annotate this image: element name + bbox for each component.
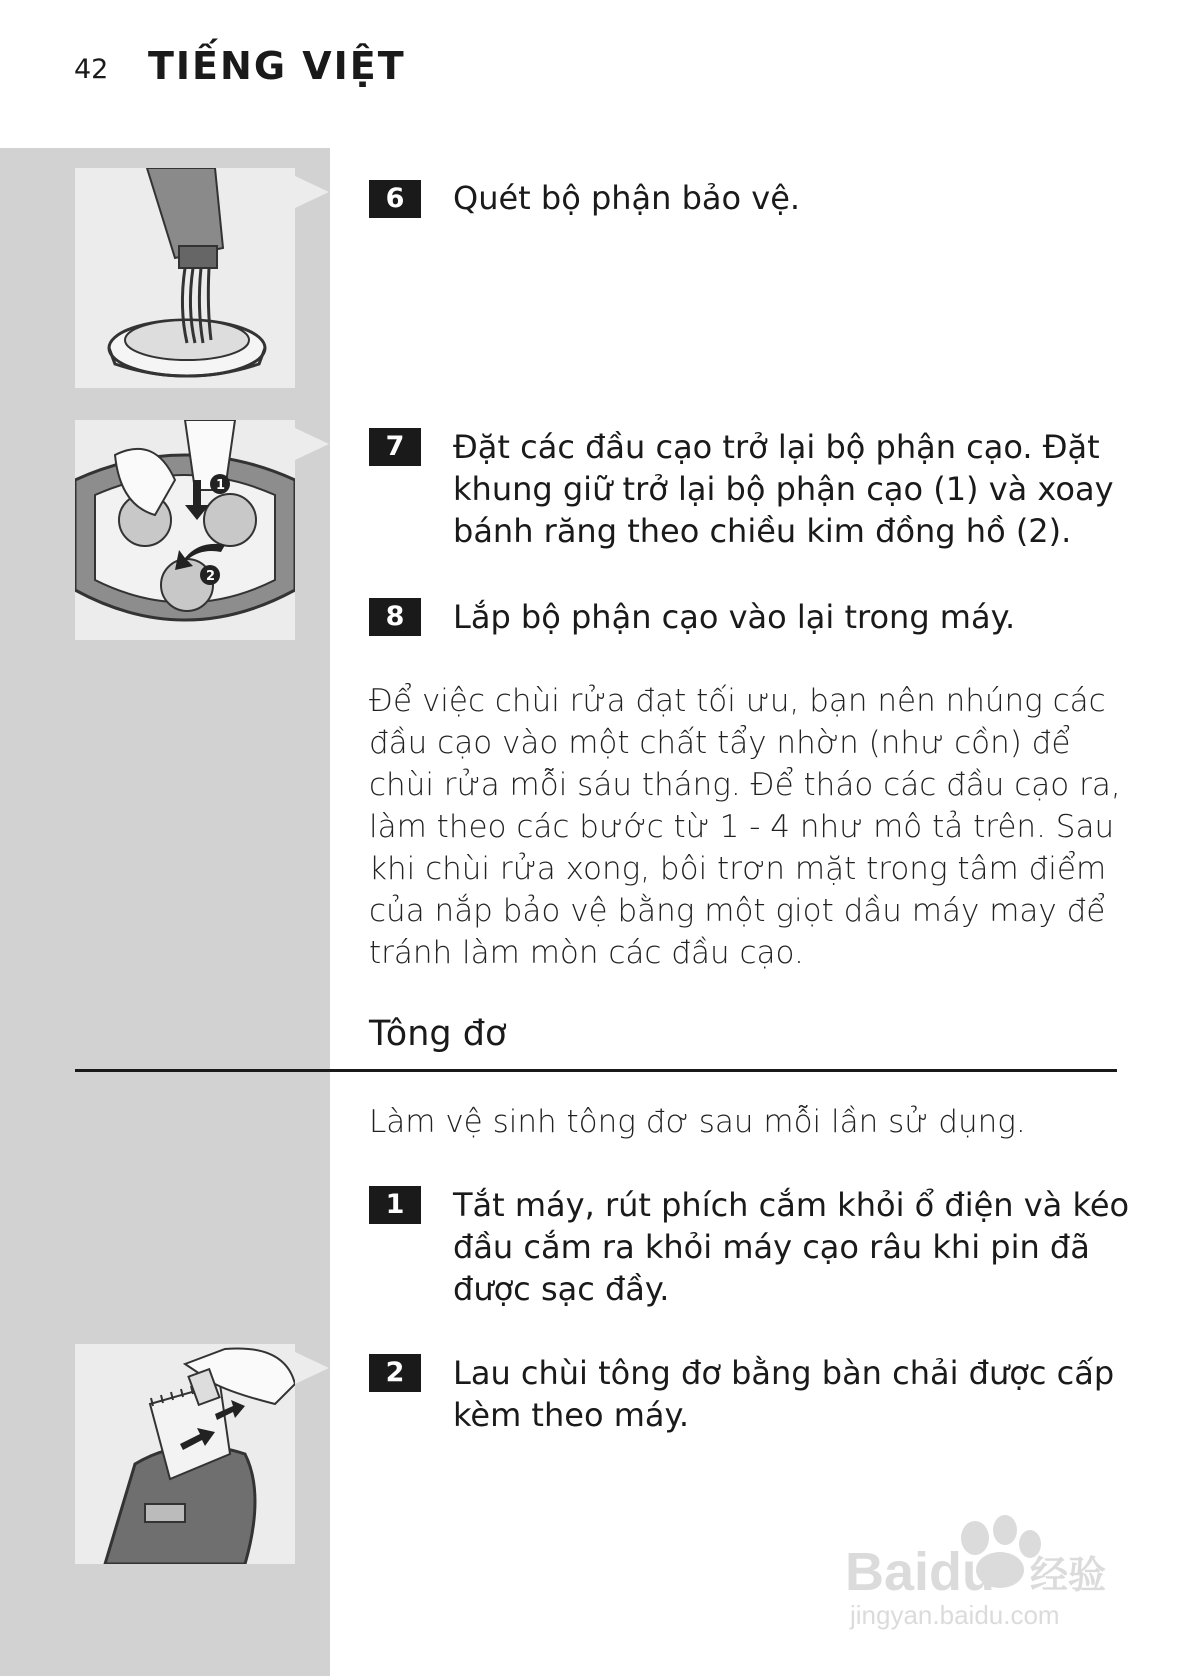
section-divider [75,1069,1117,1072]
figure-pointer [295,1352,329,1384]
watermark-brand: Baidu [845,1542,996,1602]
reassembling-shaving-unit-illustration [75,420,295,640]
tip-paragraph: Để việc chùi rửa đạt tối ưu, bạn nên nhúng các đầu cạo vào một chất tẩy nhờn (như cồn) để chùi rửa mỗi sáu tháng. Để tháo các đầu cạo ra, làm theo các bước từ 1 - 4 như mô tả trên. Sau khi chùi rửa xong, bôi trơn mặt trong tâm điểm của nắp bảo vệ bằng một giọt dầu máy may để tránh làm mòn các đầu cạo. [369,683,1121,971]
step-number-7: 7 [369,428,421,466]
baidu-watermark [840,1500,1120,1630]
brush-cleaning-guard-icon [75,168,295,388]
callout-1: 1 [216,478,226,493]
baidu-paw-icon [840,1500,1120,1630]
trimmer-step-text-1: Tắt máy, rút phích cắm khỏi ổ điện và kéo đầu cắm ra khỏi máy cạo râu khi pin đã được sạc đầy. [453,1186,1130,1308]
page-heading: TIẾNG VIỆT [148,44,406,88]
figure-pointer [295,428,329,460]
page-number: 42 [74,54,109,85]
trimmer-step-text-2: Lau chùi tông đơ bằng bàn chải được cấp kèm theo máy. [453,1354,1115,1434]
trimmer-step-number-2: 2 [369,1354,421,1392]
watermark-brand-cn: 经验 [1030,1553,1107,1597]
figure-pointer [295,176,329,208]
trimmer-step-number-1: 1 [369,1186,421,1224]
reassembling-shaving-unit-icon [75,420,295,640]
brush-cleaning-guard-illustration [75,168,295,388]
watermark-url: jingyan.baidu.com [850,1600,1060,1630]
step-text-6: Quét bộ phận bảo vệ. [453,179,801,217]
step-text-8: Lắp bộ phận cạo vào lại trong máy. [453,598,1016,636]
callout-2: 2 [206,569,216,584]
brush-cleaning-trimmer-icon [75,1344,295,1564]
section-intro: Làm vệ sinh tông đơ sau mỗi lần sử dụng. [369,1104,1026,1140]
step-number-6: 6 [369,180,421,218]
section-title: Tông đơ [369,1014,507,1054]
step-number-8: 8 [369,598,421,636]
brush-cleaning-trimmer-illustration [75,1344,295,1564]
step-text-7: Đặt các đầu cạo trở lại bộ phận cạo. Đặt khung giữ trở lại bộ phận cạo (1) và xoay bánh răng theo chiều kim đồng hồ (2). [453,428,1114,550]
